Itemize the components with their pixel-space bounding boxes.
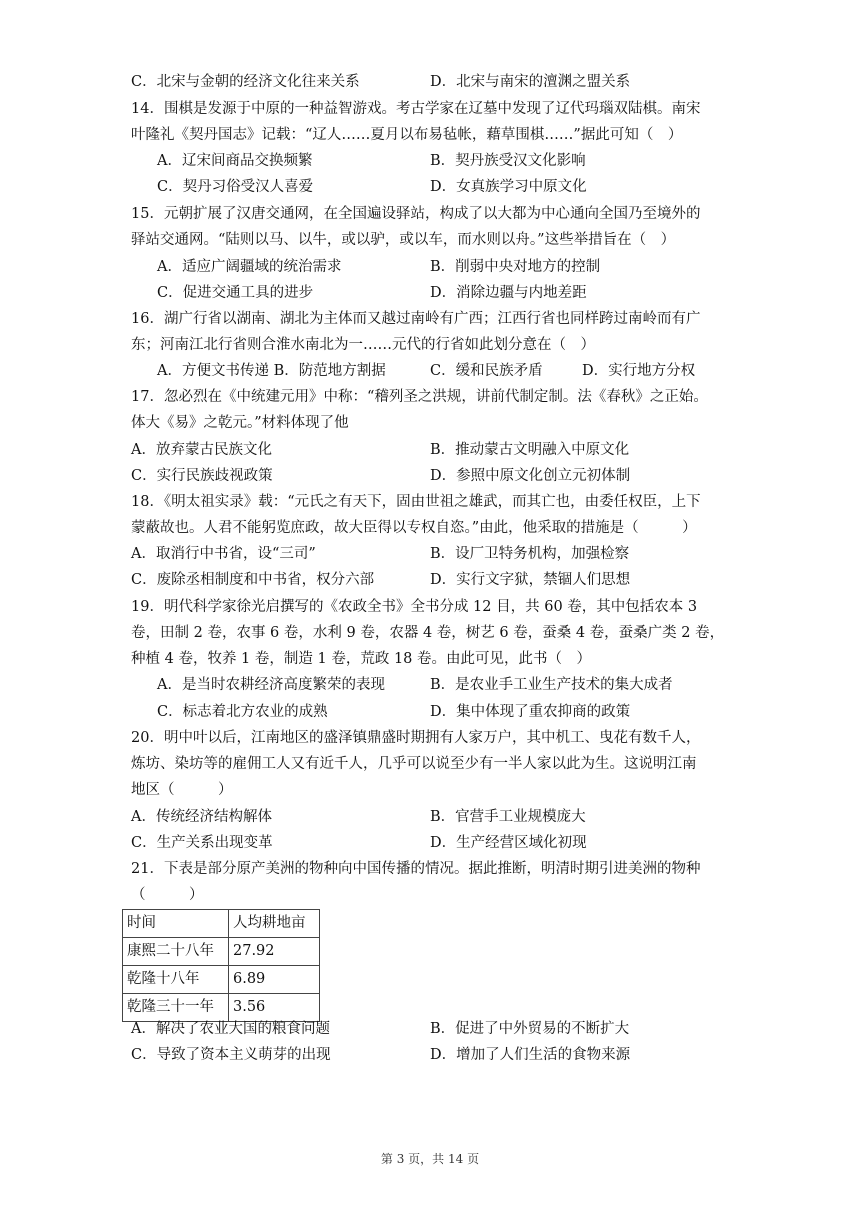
- q20-stem-line-1: 20．明中叶以后，江南地区的盛泽镇鼎盛时期拥有人家万户，其中机工、曳花有数千人，: [131, 730, 701, 746]
- q16-stem-line-1: 16．湖广行省以湖南、湖北为主体而又越过南岭有广西；江西行省也同样跨过南岭而有广: [131, 311, 701, 327]
- table-header-cell: 人均耕地亩: [229, 910, 320, 938]
- table-cell: 乾隆三十一年: [123, 994, 229, 1022]
- q15-option-c: C．促进交通工具的进步: [157, 285, 314, 301]
- q18-option-a: A．取消行中书省，设“三司”: [131, 546, 316, 562]
- q20-option-c: C．生产关系出现变革: [131, 835, 273, 851]
- q17-stem-line-2: 体大《易》之乾元。”材料体现了他: [131, 415, 349, 431]
- q15-option-d: D．消除边疆与内地差距: [430, 285, 587, 301]
- q17-option-b: B．推动蒙古文明融入中原文化: [430, 442, 630, 458]
- q18-stem-line-1: 18．《明太祖实录》载：“元氏之有天下，固由世祖之雄武，而其亡也，由委任权臣，上下: [131, 494, 701, 510]
- table-cell: 6.89: [229, 966, 320, 994]
- q16-stem-line-2: 东；河南江北行省则合淮水南北为一……元代的行省如此划分意在（ ）: [131, 337, 595, 353]
- table-cell: 乾隆十八年: [123, 966, 229, 994]
- q14-option-d: D．女真族学习中原文化: [430, 179, 587, 195]
- q19-option-b: B．是农业手工业生产技术的集大成者: [430, 677, 673, 693]
- q21-option-a: A．解决了农业大国的粮食问题: [131, 1021, 330, 1037]
- q21-option-c: C．导致了资本主义萌芽的出现: [131, 1047, 331, 1063]
- q15-option-b: B．削弱中央对地方的控制: [430, 259, 601, 275]
- q17-option-a: A．放弃蒙古民族文化: [131, 442, 272, 458]
- q19-option-c: C．标志着北方农业的成熟: [157, 704, 328, 720]
- q16-option-d: D．实行地方分权: [582, 363, 696, 379]
- q14-option-a: A．辽宋间商品交换频繁: [157, 153, 313, 169]
- q20-option-b: B．官营手工业规模庞大: [430, 809, 586, 825]
- q13-option-c: C．北宋与金朝的经济文化往来关系: [131, 74, 360, 90]
- q19-option-d: D．集中体现了重农抑商的政策: [430, 704, 631, 720]
- page-footer: 第 3 页，共 14 页: [380, 1152, 480, 1166]
- q21-stem-line-1: 21．下表是部分原产美洲的物种向中国传播的情况。据此推断，明清时期引进美洲的物种: [131, 861, 701, 877]
- q20-option-d: D．生产经营区域化初现: [430, 835, 587, 851]
- q14-option-b: B．契丹族受汉文化影响: [430, 153, 586, 169]
- q21-option-d: D．增加了人们生活的食物来源: [430, 1047, 631, 1063]
- q15-option-a: A．适应广阔疆域的统治需求: [157, 259, 342, 275]
- table-row: [123, 966, 320, 994]
- table-cell: 27.92: [229, 938, 320, 966]
- q17-option-c: C．实行民族歧视政策: [131, 468, 273, 484]
- q18-stem-line-2: 蒙蔽故也。人君不能躬览庶政，故大臣得以专权自恣。”由此，他采取的措施是（ ）: [131, 520, 697, 536]
- table-cell: 3.56: [229, 994, 320, 1022]
- q18-option-d: D．实行文字狱，禁锢人们思想: [430, 572, 631, 588]
- q20-stem-line-3: 地区（ ）: [131, 782, 233, 798]
- table-header-cell: 时间: [123, 910, 229, 938]
- q19-stem-line-3: 种植 4 卷，牧养 1 卷，制造 1 卷，荒政 18 卷。由此可见，此书（ ）: [131, 651, 591, 667]
- q17-option-d: D．参照中原文化创立元初体制: [430, 468, 631, 484]
- q21-stem-line-2: （ ）: [131, 887, 204, 903]
- q20-stem-line-2: 炼坊、染坊等的雇佣工人又有近千人，几乎可以说至少有一半人家以此为生。这说明江南: [131, 756, 697, 772]
- q14-stem-line-2: 叶隆礼《契丹国志》记载：“辽人……夏月以布易毡帐，藉草围棋……”据此可知（ ）: [131, 127, 683, 143]
- q15-stem-line-2: 驿站交通网。“陆则以马、以牛，或以驴，或以车，而水则以舟。”这些举措旨在（ ）: [131, 232, 676, 248]
- table-header-row: [123, 910, 320, 938]
- q15-stem-line-1: 15．元朝扩展了汉唐交通网，在全国遍设驿站，构成了以大都为中心通向全国乃至境外的: [131, 206, 701, 222]
- q13-option-d: D．北宋与南宋的澶渊之盟关系: [430, 74, 631, 90]
- table-cell: 康熙二十八年: [123, 938, 229, 966]
- q21-data-table: [122, 909, 320, 1022]
- q14-stem-line-1: 14．围棋是发源于中原的一种益智游戏。考古学家在辽墓中发现了辽代玛瑙双陆棋。南宋: [131, 101, 701, 117]
- q16-option-c: C．缓和民族矛盾: [430, 363, 543, 379]
- q19-stem-line-2: 卷，田制 2 卷，农事 6 卷，水利 9 卷，农器 4 卷，树艺 6 卷，蚕桑 4 卷，蚕桑广类 2 卷，: [131, 625, 725, 641]
- q17-stem-line-1: 17．忽必烈在《中统建元用》中称：“稽列圣之洪规，讲前代制定制。法《春秋》之正始。: [131, 389, 708, 405]
- q20-option-a: A．传统经济结构解体: [131, 809, 272, 825]
- table-row: [123, 938, 320, 966]
- q16-option-ab: A．方便文书传递 B．防范地方割据: [157, 363, 386, 379]
- q21-option-b: B．促进了中外贸易的不断扩大: [430, 1021, 630, 1037]
- q19-stem-line-1: 19．明代科学家徐光启撰写的《农政全书》全书分成 12 目，共 60 卷，其中包括农本 3: [131, 599, 698, 615]
- q18-option-b: B．设厂卫特务机构，加强检察: [430, 546, 630, 562]
- q18-option-c: C．废除丞相制度和中书省，权分六部: [131, 572, 375, 588]
- q19-option-a: A．是当时农耕经济高度繁荣的表现: [157, 677, 385, 693]
- table-row: [123, 994, 320, 1022]
- q14-option-c: C．契丹习俗受汉人喜爱: [157, 179, 314, 195]
